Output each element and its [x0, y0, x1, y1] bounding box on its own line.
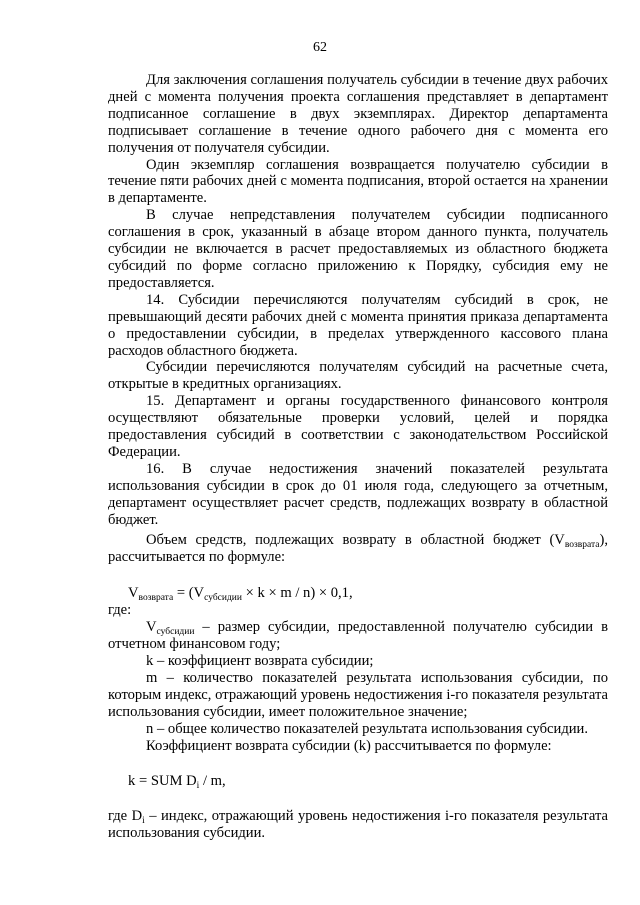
- formula2-subscript: i: [196, 781, 200, 792]
- paragraph-item-15: 15. Департамент и органы государственного финансового контроля осуществляют обязательные проверки условий, целей и порядка предоставления субсидий в соответствии с законодательством Российской Федерации.: [108, 393, 608, 460]
- where-label: где:: [108, 602, 132, 619]
- formula1-mid-subscript: субсидии: [204, 593, 242, 604]
- paragraph-item-16: 16. В случае недостижения значений показателей результата использования субсидии в срок до 01 июля года, следующего за отчетным, департамент осуществляет расчет средств, подлежащих возврату в областной бюджет.: [108, 460, 608, 528]
- volume-text-after: ), рассчитывается по формуле:: [108, 532, 608, 566]
- volume-text-before: Объем средств, подлежащих возврату в областной бюджет (V: [146, 532, 565, 549]
- definition-k: k – коэффициент возврата субсидии;: [146, 653, 374, 669]
- paragraph-agreement-return: Один экземпляр соглашения возвращается получателю субсидии в течение пяти рабочих дней с момента подписания, второй остается на хранении в департаменте.: [108, 156, 608, 207]
- formula1-mid: = (V: [173, 585, 205, 602]
- definition-v-subsidy: [108, 619, 608, 653]
- def-v-symbol: V: [146, 619, 157, 636]
- paragraph-settlement-accounts: Субсидии перечисляются получателям субсидий на расчетные счета, открытые в кредитных организациях.: [108, 359, 608, 393]
- paragraph-coefficient-intro: Коэффициент возврата субсидии (k) рассчитывается по формуле:: [146, 737, 552, 754]
- formula2-before: k = SUM D: [128, 773, 197, 790]
- paragraph-non-submission: В случае непредставления получателем субсидии подписанного соглашения в срок, указанный в абзаце втором данного пункта, получатель субсидии не включается в расчет предоставляемых из областного бюджета субсидий по форме согласно приложению к Порядку, субсидия ему не предоставляется.: [108, 207, 608, 291]
- formula2-after: / m,: [199, 773, 226, 790]
- formula-return-volume: [108, 584, 608, 602]
- volume-text-subscript: возврата: [564, 540, 600, 551]
- def-v-subscript: субсидии: [156, 627, 195, 638]
- paragraph-di-definition: [108, 808, 608, 842]
- document-body: [108, 72, 608, 842]
- formula1-lhs-subscript: возврата: [138, 593, 174, 604]
- def-v-text: – размер субсидии, предоставленной получателю субсидии в отчетном финансовом году;: [108, 619, 608, 653]
- final-text-after: – индекс, отражающий уровень недостижения i-го показателя результата использования субсидии.: [108, 808, 608, 842]
- formula1-lhs: V: [128, 585, 139, 602]
- definition-m: m – количество показателей результата использования субсидии, по которым индекс, отражающий уровень недостижения i-го показателя результата использования субсидии, имеет положительное значение;: [108, 669, 608, 720]
- final-text-before: где D: [108, 808, 143, 825]
- formula1-rhs: × k × m / n) × 0,1,: [241, 585, 353, 602]
- paragraph-item-14: 14. Субсидии перечисляются получателям субсидий в срок, не превышающий десяти рабочих дней с момента принятия приказа департамента о предоставлении субсидии, в пределах утвержденного кассового плана расходов областного бюджета.: [108, 291, 608, 359]
- final-text-subscript: i: [142, 816, 145, 827]
- definition-n: n – общее количество показателей результата использования субсидии.: [146, 720, 589, 737]
- formula-coefficient: [108, 772, 608, 790]
- paragraph-volume-formula-intro: [108, 532, 608, 566]
- paragraph-agreement-signing: Для заключения соглашения получатель субсидии в течение двух рабочих дней с момента получения проекта соглашения представляет в департамент подписанное соглашение в двух экземплярах. Директор департамента подписывает соглашение в течение одного рабочего дня с момента его получения от получателя субсидии.: [108, 72, 608, 156]
- page-number: 62: [313, 40, 327, 55]
